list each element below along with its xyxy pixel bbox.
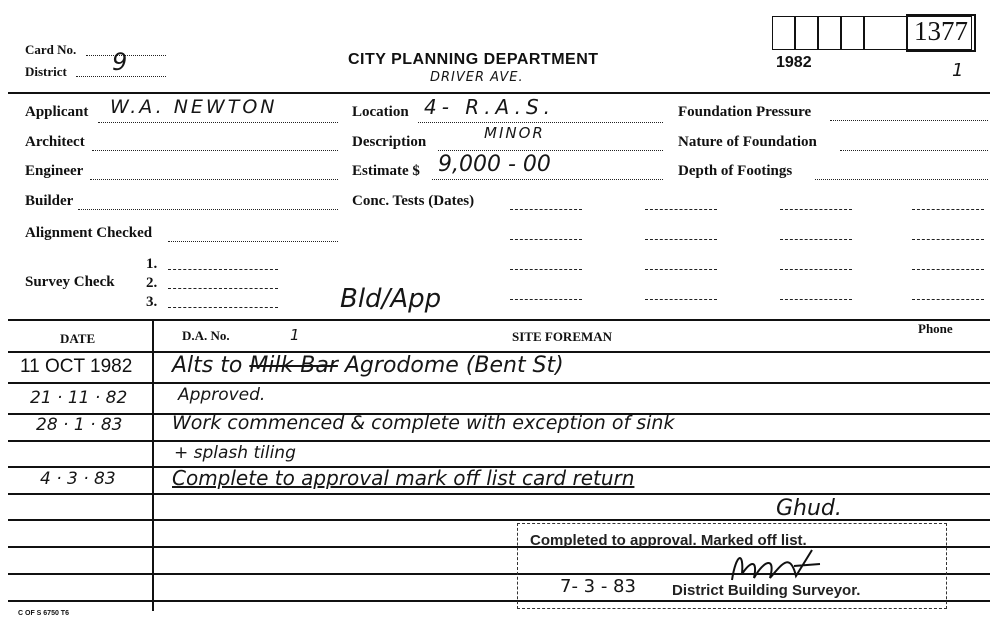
survey-label: Survey Check xyxy=(25,274,115,290)
applicant-label: Applicant xyxy=(25,104,89,120)
conc-line-11 xyxy=(780,269,852,270)
row-5-text: Complete to approval mark off list card return xyxy=(172,466,635,490)
table-top-rule xyxy=(8,319,990,321)
district-line xyxy=(76,76,166,77)
row-3-date: 28 · 1 · 83 xyxy=(36,415,123,435)
nature-foundation-label: Nature of Foundation xyxy=(678,134,817,150)
street-value: DRIVER AVE. xyxy=(430,70,524,85)
box-divider-3 xyxy=(840,16,842,50)
survey-2: 2. xyxy=(146,275,158,291)
row-3-text: Work commenced & complete with exception of sink xyxy=(172,412,675,434)
conc-line-1 xyxy=(510,209,582,210)
conc-line-14 xyxy=(645,299,717,300)
conc-line-9 xyxy=(510,269,582,270)
row-2-date: 21 · 11 · 82 xyxy=(30,388,128,408)
conc-line-12 xyxy=(912,269,984,270)
form-code: C OF S 6750 T6 xyxy=(18,610,69,617)
estimate-label: Estimate $ xyxy=(352,163,420,179)
card-no-label: Card No. xyxy=(25,42,77,57)
conc-line-5 xyxy=(510,239,582,240)
da-value: 1 xyxy=(290,326,300,344)
conc-line-13 xyxy=(510,299,582,300)
estimate-value: 9,000 - 00 xyxy=(438,152,551,177)
row-2-text: Approved. xyxy=(178,385,266,405)
alignment-label: Alignment Checked xyxy=(25,225,153,241)
conc-line-8 xyxy=(912,239,984,240)
applicant-line xyxy=(98,122,338,123)
conc-line-16 xyxy=(912,299,984,300)
card-number: 1377 xyxy=(914,16,968,46)
description-line xyxy=(438,150,663,151)
row-1-text-2: Agrodome (Bent St) xyxy=(337,353,564,378)
da-header: D.A. No. xyxy=(182,328,230,343)
row-1-text: Alts to xyxy=(172,353,250,378)
engineer-label: Engineer xyxy=(25,163,84,179)
survey-line-2 xyxy=(168,288,278,289)
conc-line-15 xyxy=(780,299,852,300)
stamp-date: 7- 3 - 83 xyxy=(560,576,636,597)
depth-footings-label: Depth of Footings xyxy=(678,163,793,179)
estimate-line xyxy=(432,179,663,180)
survey-1: 1. xyxy=(146,256,158,272)
alignment-line xyxy=(168,241,338,242)
district-value: 9 xyxy=(112,48,128,76)
year: 1982 xyxy=(776,54,812,71)
district-label: District xyxy=(25,64,67,79)
location-label: Location xyxy=(352,104,409,120)
depth-footings-line xyxy=(815,179,988,180)
survey-3: 3. xyxy=(146,294,158,310)
conc-line-4 xyxy=(912,209,984,210)
conc-line-3 xyxy=(780,209,852,210)
sub-number: 1 xyxy=(952,60,964,81)
conc-line-6 xyxy=(645,239,717,240)
builder-label: Builder xyxy=(25,193,74,209)
foundation-pressure-label: Foundation Pressure xyxy=(678,104,812,120)
box-divider-2 xyxy=(817,16,819,50)
row-1-struck-text: Milk Bar xyxy=(249,353,338,378)
conc-tests-label: Conc. Tests (Dates) xyxy=(352,193,475,209)
surveyor-signature xyxy=(724,544,824,588)
bld-app-note: Bld/App xyxy=(340,284,442,314)
box-divider-1 xyxy=(794,16,796,50)
box-divider-4 xyxy=(863,16,865,50)
row-1-date: 11 OCT 1982 xyxy=(20,356,133,377)
phone-header: Phone xyxy=(918,321,953,336)
location-line xyxy=(418,122,663,123)
date-header: DATE xyxy=(60,331,96,346)
architect-line xyxy=(92,150,338,151)
header-rule xyxy=(8,92,990,94)
row-rule-4 xyxy=(8,440,990,442)
description-value: MINOR xyxy=(484,124,545,142)
conc-line-10 xyxy=(645,269,717,270)
foundation-pressure-line xyxy=(830,120,988,121)
applicant-value: W.A. NEWTON xyxy=(110,96,278,118)
stamp-line-2: District Building Surveyor. xyxy=(672,582,861,599)
stamp-line-1: Completed to approval. Marked off list. xyxy=(530,532,807,549)
row-rule-6 xyxy=(8,493,990,495)
row-5-date: 4 · 3 · 83 xyxy=(40,469,116,489)
row-rule-2 xyxy=(8,382,990,384)
builder-line xyxy=(78,209,338,210)
nature-foundation-line xyxy=(840,150,988,151)
row-6-text: Ghud. xyxy=(776,496,842,521)
row-4-text: + splash tiling xyxy=(174,443,296,463)
department-title: CITY PLANNING DEPARTMENT xyxy=(348,51,599,68)
survey-line-1 xyxy=(168,269,278,270)
conc-line-7 xyxy=(780,239,852,240)
row-1-entry xyxy=(172,353,564,378)
conc-line-2 xyxy=(645,209,717,210)
location-value: 4- R.A.S. xyxy=(424,95,556,119)
date-column-divider xyxy=(152,319,154,611)
foreman-header: SITE FOREMAN xyxy=(512,329,613,344)
survey-line-3 xyxy=(168,307,278,308)
row-rule-7 xyxy=(8,519,990,521)
architect-label: Architect xyxy=(25,134,85,150)
engineer-line xyxy=(90,179,338,180)
description-label: Description xyxy=(352,134,427,150)
